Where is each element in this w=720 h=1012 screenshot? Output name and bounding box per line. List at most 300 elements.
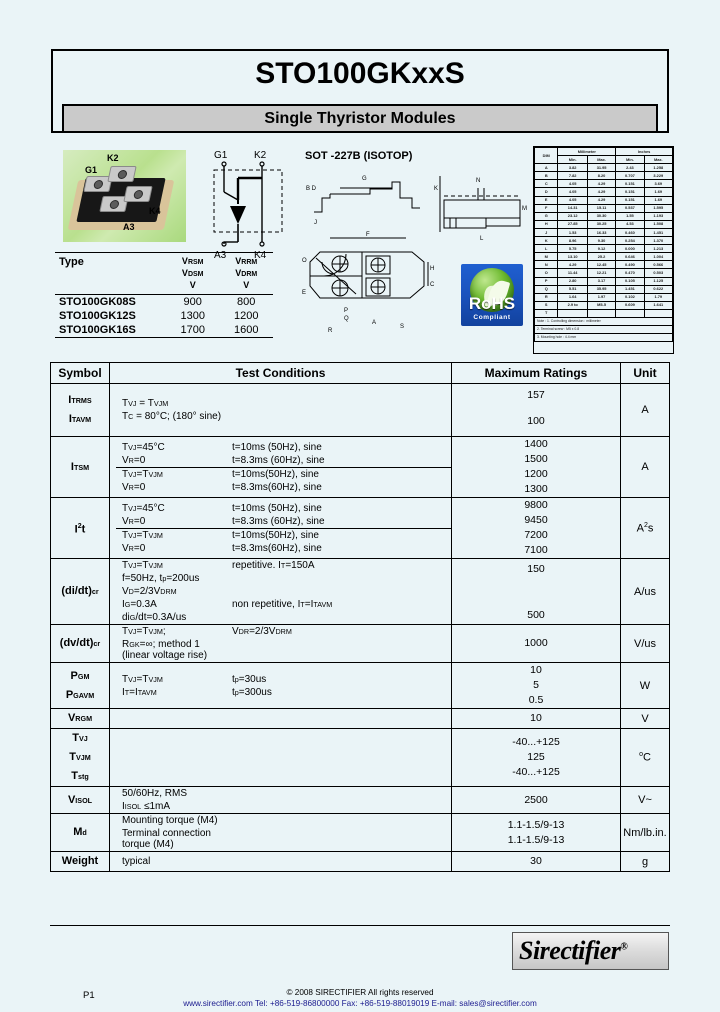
dim-mm-max: M5-5 (587, 301, 615, 309)
dim-in-min: 1.451 (616, 285, 644, 293)
type-header-vrsm (166, 253, 220, 295)
dimension-note: Note : 1. Controlling dimension : millimeter (535, 317, 673, 325)
subtitle-text: Single Thyristor Modules (264, 109, 456, 127)
dim-mm-max: 8.20 (587, 172, 615, 180)
rating-conditions (110, 384, 452, 437)
dim-header-mm-min: Min. (558, 156, 587, 164)
condition-right (230, 855, 451, 868)
condition-left: TC = 80°C; (180° sine) (122, 411, 222, 422)
dim-in-min: 2.43 (616, 164, 644, 172)
dim-mm-max: 30.25 (587, 220, 615, 228)
table-row (51, 437, 670, 498)
dim-mm-min: 4.29 (558, 261, 587, 269)
condition-right (230, 572, 451, 585)
rating-symbol: VRGM (51, 709, 110, 729)
dim-header-mm-max: Max. (587, 156, 615, 164)
condition-left: Mounting torque (M4) (122, 815, 218, 826)
dimension-note: 3. Mounting hole : 4.4 mm (535, 334, 673, 342)
dim-in-min: 1.55 (616, 212, 644, 220)
dim-mm-max: 12.21 (587, 269, 615, 277)
dim-in-min: 0.254 (616, 237, 644, 245)
dim-in-min (616, 309, 644, 317)
dim-in-max: 1.125 (644, 277, 672, 285)
dim-in-max: 1.79 (644, 293, 672, 301)
dim-mm-max: 9.12 (587, 245, 615, 253)
vrsm-unit: V (189, 280, 196, 290)
dimension-note-row (535, 334, 673, 342)
svg-text:L: L (480, 236, 484, 242)
condition-left: f=50Hz, tp=200us (122, 573, 200, 584)
type-header-vrrm (219, 253, 273, 295)
dim-mm-max: 35.95 (587, 285, 615, 293)
svg-text:A3: A3 (214, 250, 227, 260)
vrrm-label: VRRM (235, 256, 258, 266)
svg-text:N: N (476, 178, 481, 184)
rating-conditions (110, 498, 452, 559)
condition-right: t=8.3ms(60Hz), sine (232, 481, 322, 493)
rating-value: 2500 (452, 787, 621, 814)
type-name: STO100GK12S (59, 310, 136, 322)
table-row (51, 559, 670, 625)
type-vrrm: 1200 (233, 310, 259, 322)
condition-right (230, 410, 451, 423)
dim-header-dim: DIM (535, 148, 558, 164)
condition-left: TVJ=TVJM (122, 560, 163, 571)
rating-unit: A (621, 437, 670, 498)
vdrm-label: VDRM (235, 268, 258, 278)
condition-right: t=10ms (50Hz), sine (232, 441, 322, 453)
package-photo (63, 150, 186, 242)
rating-value: 157 100 (452, 384, 621, 437)
dimension-row (535, 285, 673, 293)
table-row (55, 295, 273, 310)
dim-in-max: 1.370 (644, 237, 672, 245)
dim-letter: S (535, 301, 558, 309)
dim-in-max: 3.229 (644, 172, 672, 180)
rating-value: 10 5 0.5 (452, 663, 621, 709)
condition-right: tp=30us (232, 673, 267, 685)
dim-letter: A (535, 164, 558, 172)
rating-unit: A (621, 384, 670, 437)
dimension-row (535, 269, 673, 277)
condition-right (230, 800, 451, 813)
dimension-row (535, 188, 673, 196)
type-name: STO100GK16S (55, 323, 166, 338)
condition-right: t=8.3ms (60Hz), sine (232, 515, 325, 527)
dim-in-max: 1.595 (644, 204, 672, 212)
col-header-symbol: Symbol (51, 363, 110, 384)
condition-left: diG/dt=0.3A/us (122, 612, 187, 623)
rating-conditions (110, 852, 452, 872)
dim-header-inch: Inches (616, 148, 673, 156)
svg-text:F: F (366, 232, 370, 238)
dim-mm-max: 4.29 (587, 196, 615, 204)
svg-text:Q: Q (344, 316, 349, 322)
col-header-conditions: Test Conditions (110, 363, 452, 384)
dim-mm-min: 5.75 (558, 245, 587, 253)
svg-text:M: M (522, 206, 527, 212)
condition-left: IISOL ≤1mA (122, 801, 170, 812)
dim-mm-min: 27.85 (558, 220, 587, 228)
type-vrsm: 900 (183, 296, 202, 308)
dimension-row (535, 253, 673, 261)
rating-symbol: $I^2t$ (51, 498, 110, 559)
dim-in-min: 4.53 (616, 220, 644, 228)
dim-mm-min: 23.12 (558, 212, 587, 220)
dim-mm-max: 4.29 (587, 188, 615, 196)
condition-left: TVJ=45°C (122, 441, 165, 453)
rating-conditions (110, 559, 452, 625)
dim-letter: M (535, 253, 558, 261)
dim-in-min: 0.707 (616, 172, 644, 180)
condition-right: t=10ms(50Hz), sine (230, 528, 451, 542)
dimension-note-row (535, 317, 673, 325)
dim-in-max: 1.193 (644, 212, 672, 220)
rating-value: -40...+125 125 -40...+125 (452, 729, 621, 787)
condition-right (230, 585, 451, 598)
dim-letter: O (535, 269, 558, 277)
rating-unit: Nm/lb.in. (621, 814, 670, 852)
dim-letter: R (535, 293, 558, 301)
condition-right (230, 638, 451, 662)
condition-right: repetitive. IT=150A (232, 560, 315, 571)
rating-value: 1000 (452, 625, 621, 663)
type-table-header-row (55, 253, 273, 295)
rating-symbol: Weight (51, 852, 110, 872)
dimension-row (535, 301, 673, 309)
maximum-ratings-table (50, 362, 670, 872)
rating-value: 1.1-1.5/9-13 1.1-1.5/9-13 (452, 814, 621, 852)
dimension-row (535, 261, 673, 269)
dim-mm-max: 15.11 (587, 204, 615, 212)
rohs-title: RoHS (468, 294, 516, 313)
rating-symbol: VISOL (51, 787, 110, 814)
rating-conditions (110, 437, 452, 498)
type-vrrm: 800 (237, 296, 256, 308)
dim-mm-max (587, 309, 615, 317)
rating-conditions (110, 709, 452, 729)
rating-value: 9800 9450 7200 7100 (452, 498, 621, 559)
company-logo (512, 932, 669, 970)
condition-left: VR=0 (122, 542, 146, 554)
dimension-header-row-1 (535, 148, 673, 156)
condition-left: TVJ=45°C (122, 502, 165, 514)
thyristor-schematic (212, 148, 290, 260)
condition-left: TVJ=TVJM; (122, 626, 166, 637)
dim-header-in-min: Min. (616, 156, 644, 164)
dim-in-max: 1.69 (644, 188, 672, 196)
dimension-row (535, 212, 673, 220)
rating-unit: A/us (621, 559, 670, 625)
dimension-row (535, 172, 673, 180)
photo-label-g1: G1 (85, 165, 98, 175)
condition-left: VR=0 (122, 481, 146, 493)
dim-mm-min: 1.64 (558, 293, 587, 301)
dim-mm-min: 8.96 (558, 237, 587, 245)
dimension-note: 2. Terminal screw : M5 x 0.8 (535, 326, 673, 334)
vrrm-unit: V (243, 280, 250, 290)
rating-symbol: (dv/dt)cr (51, 625, 110, 663)
dim-mm-min: 2.80 (558, 277, 587, 285)
dim-in-min: 0.490 (616, 261, 644, 269)
dim-letter: F (535, 204, 558, 212)
dim-in-max: 0.622 (644, 285, 672, 293)
table-row (51, 709, 670, 729)
dim-mm-max: 4.29 (587, 180, 615, 188)
svg-text:J: J (314, 220, 317, 226)
rohs-subtitle: Compliant (473, 314, 511, 321)
dim-mm-min: 4.05 (558, 196, 587, 204)
dim-mm-min: 11.44 (558, 269, 587, 277)
condition-right (230, 814, 451, 827)
type-header-type: Type (55, 253, 166, 295)
condition-right: t=10ms(50Hz), sine (230, 467, 451, 481)
type-vrsm: 1300 (180, 310, 205, 322)
vdsm-label: VDSM (181, 268, 204, 278)
dimension-row (535, 180, 673, 188)
rating-unit: V~ (621, 787, 670, 814)
rating-unit: W (621, 663, 670, 709)
photo-label-k2: K2 (107, 153, 119, 163)
page-title: STO100GKxxS (255, 57, 465, 90)
dim-mm-max: 16.33 (587, 228, 615, 236)
dim-header-mm: Millimeter (558, 148, 616, 156)
rating-symbol: (di/dt)cr (51, 559, 110, 625)
condition-right: t=8.3ms(60Hz), sine (232, 542, 322, 554)
dimension-row (535, 293, 673, 301)
table-row (51, 852, 670, 872)
dim-in-max: 0.503 (644, 269, 672, 277)
rohs-logo (461, 264, 523, 326)
rating-conditions (110, 663, 452, 709)
rating-conditions (110, 729, 452, 787)
dim-in-min: 0.470 (616, 269, 644, 277)
dim-letter: C (535, 180, 558, 188)
dim-in-max: 1.451 (644, 228, 672, 236)
condition-left: TVJ=TVJM (116, 467, 230, 481)
ratings-header-row (51, 363, 670, 384)
table-row (55, 309, 273, 323)
dim-letter: T (535, 309, 558, 317)
condition-right (230, 611, 451, 624)
dim-in-max: 1.004 (644, 253, 672, 261)
dim-in-min: 0.151 (616, 188, 644, 196)
col-header-unit: Unit (621, 363, 670, 384)
dim-letter: K (535, 237, 558, 245)
photo-label-a3: A3 (123, 222, 135, 232)
dimension-row (535, 228, 673, 236)
condition-left: TVJ = TVJM (122, 398, 169, 409)
dim-letter: B (535, 172, 558, 180)
dimension-table (533, 146, 674, 354)
table-row (51, 729, 670, 787)
dimension-row (535, 309, 673, 317)
dim-mm-max: 3.17 (587, 277, 615, 285)
footer-divider (50, 925, 670, 926)
condition-left: RGK=∞; method 1 (linear voltage rise) (122, 639, 208, 661)
rating-unit: g (621, 852, 670, 872)
subtitle-bar (62, 104, 658, 133)
condition-left: Terminal connection torque (M4) (122, 828, 211, 850)
table-row (51, 498, 670, 559)
svg-text:S: S (400, 324, 405, 330)
svg-text:P: P (344, 308, 349, 314)
dim-in-min: 0.460 (616, 228, 644, 236)
dim-in-min: 0.102 (616, 293, 644, 301)
package-terminal-k2 (107, 166, 136, 182)
rating-value: 150 500 (452, 559, 621, 625)
package-terminal-k4 (123, 186, 152, 202)
dimension-note-row (535, 326, 673, 334)
rating-unit: $A^2s$ (621, 498, 670, 559)
rating-unit: V/us (621, 625, 670, 663)
condition-left: IG=0.3A (122, 599, 157, 610)
dim-mm-max: 25.2 (587, 253, 615, 261)
dim-in-max (644, 309, 672, 317)
dimension-row (535, 245, 673, 253)
dim-in-max: 1.213 (644, 245, 672, 253)
dimension-row (535, 220, 673, 228)
dim-letter: L (535, 245, 558, 253)
dimension-row (535, 196, 673, 204)
rating-symbol: Md (51, 814, 110, 852)
condition-right (230, 827, 451, 851)
svg-text:H: H (430, 266, 435, 272)
type-vrsm: 1700 (166, 323, 220, 338)
type-selection-table (55, 252, 273, 338)
dim-mm-max: 9.30 (587, 237, 615, 245)
dim-letter: E (535, 196, 558, 204)
condition-right: tp=300us (232, 686, 272, 698)
condition-left: VD=2/3VDRM (122, 586, 177, 597)
dim-mm-min: 4.05 (558, 180, 587, 188)
dim-in-min: 0.609 (616, 301, 644, 309)
condition-right (230, 787, 451, 800)
dim-in-min: 0.646 (616, 253, 644, 261)
svg-text:E: E (302, 290, 307, 296)
dim-mm-min (558, 309, 587, 317)
rating-conditions (110, 814, 452, 852)
dim-letter: D (535, 188, 558, 196)
col-header-max: Maximum Ratings (452, 363, 621, 384)
copyright-text: © 2008 SIRECTIFIER All rights reserved (286, 988, 434, 997)
dim-mm-max: 30.30 (587, 212, 615, 220)
table-row (51, 787, 670, 814)
condition-right: t=10ms (50Hz), sine (232, 502, 322, 514)
dim-letter: N (535, 261, 558, 269)
photo-label-k4: K4 (149, 206, 161, 216)
svg-text:G1: G1 (214, 150, 228, 161)
rating-symbol: TVJ TVJM Tstg (51, 729, 110, 787)
svg-text:C: C (430, 282, 435, 288)
condition-left: TVJ=TVJM (122, 673, 163, 685)
svg-text:A: A (372, 320, 377, 326)
vrsm-label: VRSM (181, 256, 204, 266)
dim-in-min: 0.151 (616, 196, 644, 204)
condition-right: non repetitive, IT=ITAVM (232, 599, 333, 610)
dim-in-max: 3.69 (644, 180, 672, 188)
rating-symbol: ITRMS ITAVM (51, 384, 110, 437)
dim-mm-min: 5.51 (558, 285, 587, 293)
dim-mm-min: 2.9 to (558, 301, 587, 309)
dimension-row (535, 164, 673, 172)
rating-value: 10 (452, 709, 621, 729)
condition-left: VR=0 (122, 515, 146, 527)
dim-in-max: 1.69 (644, 196, 672, 204)
rating-conditions (110, 625, 452, 663)
condition-left: typical (122, 856, 151, 867)
dim-letter: Q (535, 285, 558, 293)
dim-mm-max: 31.95 (587, 164, 615, 172)
dim-mm-max: 12.45 (587, 261, 615, 269)
dim-letter: P (535, 277, 558, 285)
condition-right (230, 397, 451, 410)
dim-header-in-max: Max. (644, 156, 672, 164)
dim-mm-min: 1.53 (558, 228, 587, 236)
dimension-row (535, 277, 673, 285)
rating-unit: $^o$C (621, 729, 670, 787)
dim-mm-min: 3.82 (558, 164, 587, 172)
condition-left: TVJ=TVJM (116, 528, 230, 542)
page-number: P1 (83, 990, 95, 1001)
rating-symbol: ITSM (51, 437, 110, 498)
condition-right: VDR=2/3VDRM (232, 626, 292, 637)
dim-mm-min: 13.10 (558, 253, 587, 261)
dim-in-max: 1.641 (644, 301, 672, 309)
dim-mm-max: 1.97 (587, 293, 615, 301)
rating-value: 30 (452, 852, 621, 872)
dimension-row (535, 204, 673, 212)
contact-text: www.sirectifier.com Tel: +86-519-86800000 Fax: +86-519-88019019 E-mail: sales@sirectifier.com (183, 999, 537, 1008)
condition-left: 50/60Hz, RMS (122, 788, 188, 799)
dim-in-min: 0.537 (616, 204, 644, 212)
rating-symbol: PGM PGAVM (51, 663, 110, 709)
dim-mm-min: 4.05 (558, 188, 587, 196)
dim-letter: H (535, 220, 558, 228)
table-row (51, 625, 670, 663)
svg-text:O: O (302, 258, 307, 264)
dim-mm-min: 14.31 (558, 204, 587, 212)
dimension-table-grid (534, 147, 673, 342)
svg-text:K4: K4 (254, 250, 267, 260)
table-row (51, 663, 670, 709)
dim-in-min: 0.151 (616, 180, 644, 188)
dim-in-min: 0.105 (616, 277, 644, 285)
svg-text:G: G (362, 176, 367, 182)
logo-text: Sirectifier® (519, 936, 628, 965)
dim-in-max: 1.508 (644, 220, 672, 228)
table-row (55, 323, 273, 338)
condition-left: VR=0 (122, 454, 146, 466)
svg-text:R: R (328, 328, 333, 334)
dim-letter: J (535, 228, 558, 236)
dim-in-max: 1.258 (644, 164, 672, 172)
rating-value: 1400 1500 1200 1300 (452, 437, 621, 498)
type-vrrm: 1600 (219, 323, 273, 338)
outline-title: SOT -227B (ISOTOP) (305, 150, 413, 162)
rating-conditions (110, 787, 452, 814)
table-row (51, 814, 670, 852)
condition-right: t=8.3ms (60Hz), sine (232, 454, 325, 466)
dim-mm-min: 7.82 (558, 172, 587, 180)
dimension-row (535, 237, 673, 245)
dim-in-max: 0.566 (644, 261, 672, 269)
table-row (51, 384, 670, 437)
rating-unit: V (621, 709, 670, 729)
svg-text:B D: B D (306, 186, 317, 192)
condition-left: IT=ITAVM (122, 686, 157, 698)
svg-text:K: K (434, 186, 439, 192)
